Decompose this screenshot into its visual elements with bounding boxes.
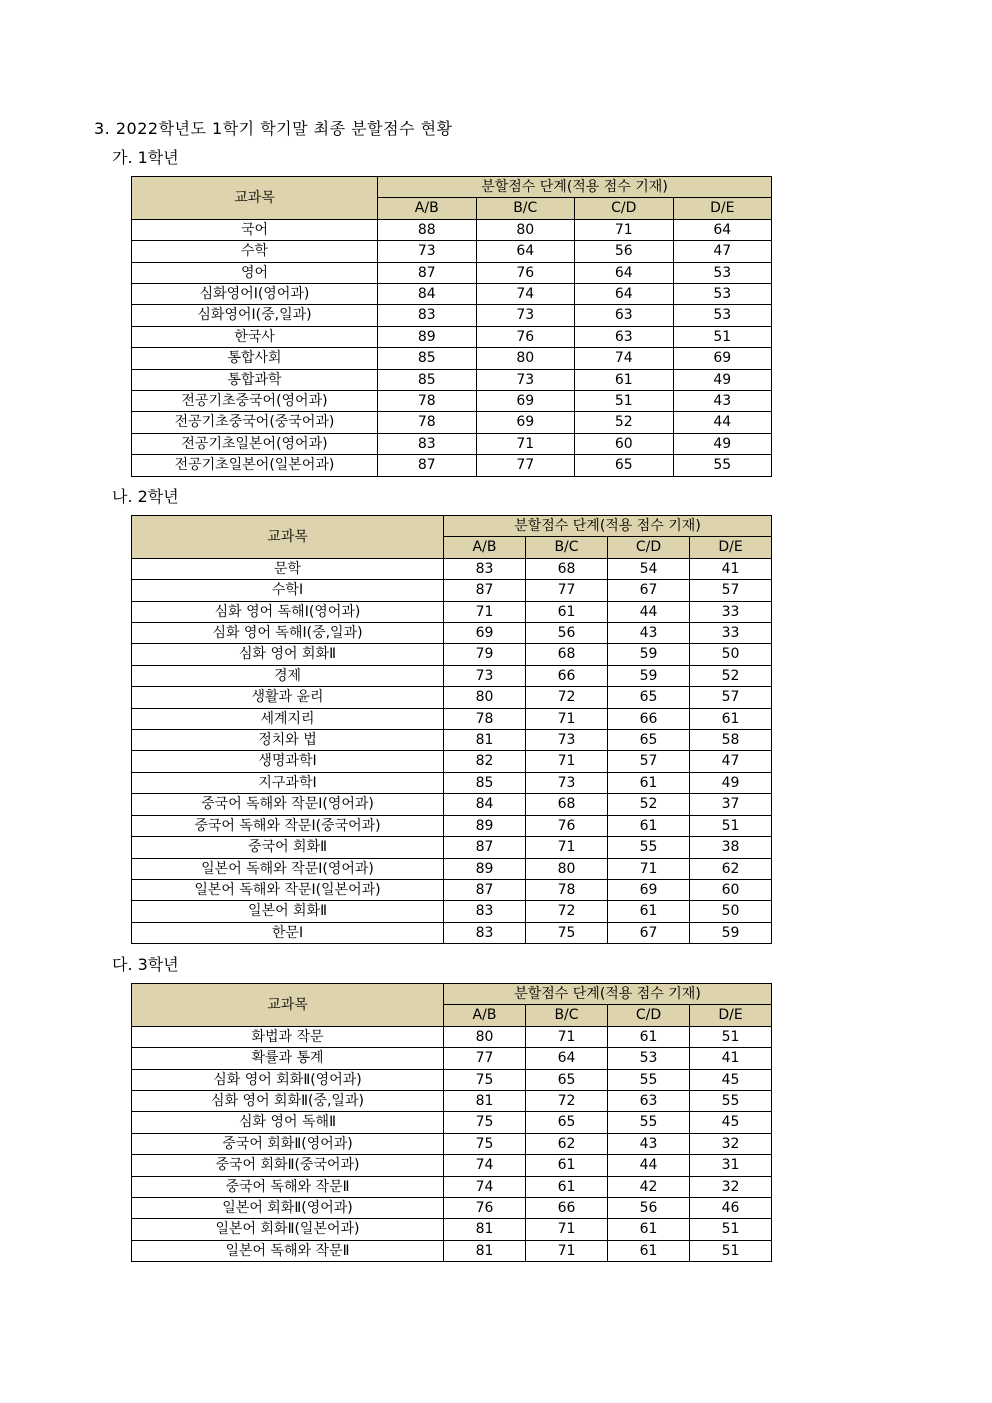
score-cell: 76 [444,1198,526,1219]
subject-cell: 중국어 독해와 작문Ⅱ [132,1176,444,1197]
score-cell: 68 [526,644,608,665]
table-row [132,730,772,751]
score-cell: 61 [608,815,690,836]
score-cell: 80 [526,858,608,879]
score-cell: 56 [526,623,608,644]
score-cell: 75 [444,1069,526,1090]
grade-boundary-header: C/D [608,1005,690,1026]
score-cell: 69 [444,623,526,644]
score-cell: 73 [378,241,477,262]
header-row [132,177,772,198]
score-cell: 53 [673,262,772,283]
subject-cell: 일본어 독해와 작문Ⅱ [132,1240,444,1261]
score-cell: 47 [690,751,772,772]
score-cell: 60 [575,433,674,454]
score-cell: 55 [608,837,690,858]
score-cell: 65 [608,730,690,751]
subject-cell: 통합과학 [132,369,378,390]
table-header [132,177,772,220]
subject-cell: 중국어 회화Ⅱ [132,837,444,858]
score-cell: 51 [673,326,772,347]
table-row [132,1176,772,1197]
subject-header: 교과목 [132,177,378,220]
score-cell: 73 [476,369,575,390]
score-cell: 84 [444,794,526,815]
score-cell: 73 [444,665,526,686]
score-cell: 83 [444,558,526,579]
score-cell: 84 [378,284,477,305]
score-cell: 81 [444,1240,526,1261]
score-cell: 57 [608,751,690,772]
score-cell: 56 [575,241,674,262]
score-cell: 72 [526,1091,608,1112]
score-cell: 74 [476,284,575,305]
grade-boundary-header: A/B [444,1005,526,1026]
score-cell: 49 [673,369,772,390]
table-body [132,219,772,476]
subject-cell: 생활과 윤리 [132,687,444,708]
score-cell: 73 [526,772,608,793]
score-cell: 87 [378,455,477,476]
score-cell: 51 [690,1240,772,1261]
score-cell: 64 [526,1048,608,1069]
score-cell: 76 [526,815,608,836]
score-cell: 71 [526,1026,608,1047]
section-title: 나. 2학년 [112,487,179,506]
subject-cell: 세계지리 [132,708,444,729]
score-cell: 78 [444,708,526,729]
score-cell: 71 [526,708,608,729]
score-cell: 61 [690,708,772,729]
score-cell: 71 [608,858,690,879]
score-cell: 85 [444,772,526,793]
score-cell: 61 [575,369,674,390]
table-row [132,1048,772,1069]
section-title: 가. 1학년 [112,148,179,167]
score-cell: 85 [378,348,477,369]
grade-boundary-header: C/D [608,537,690,558]
subject-cell: 영어 [132,262,378,283]
score-cell: 68 [526,794,608,815]
score-cell: 71 [476,433,575,454]
score-cell: 51 [690,815,772,836]
grade-boundary-header: D/E [673,198,772,219]
score-cell: 33 [690,601,772,622]
score-cell: 71 [526,1240,608,1261]
score-cell: 49 [690,772,772,793]
subject-cell: 심화 영어 회화Ⅱ(중,일과) [132,1091,444,1112]
table-row [132,326,772,347]
score-cell: 78 [378,412,477,433]
score-cell: 61 [526,1176,608,1197]
score-cell: 69 [476,412,575,433]
subject-cell: 심화영어Ⅰ(영어과) [132,284,378,305]
score-cell: 71 [575,219,674,240]
table-row [132,219,772,240]
table-row [132,1133,772,1154]
score-cell: 72 [526,687,608,708]
table-row [132,1155,772,1176]
score-cell: 79 [444,644,526,665]
table-row [132,391,772,412]
score-cell: 88 [378,219,477,240]
score-cell: 52 [608,794,690,815]
score-cell: 75 [444,1112,526,1133]
score-cell: 81 [444,1091,526,1112]
score-cell: 45 [690,1069,772,1090]
score-cell: 33 [690,623,772,644]
grade-boundary-header: B/C [526,537,608,558]
table-row [132,772,772,793]
table-row [132,858,772,879]
score-cell: 78 [378,391,477,412]
subject-cell: 중국어 독해와 작문Ⅰ(중국어과) [132,815,444,836]
score-cell: 73 [526,730,608,751]
subject-cell: 심화 영어 회화Ⅱ(영어과) [132,1069,444,1090]
table-row [132,601,772,622]
score-cell: 37 [690,794,772,815]
table-row [132,687,772,708]
score-cell: 83 [378,433,477,454]
subject-cell: 지구과학Ⅰ [132,772,444,793]
score-cell: 51 [575,391,674,412]
score-cell: 69 [476,391,575,412]
table-header [132,516,772,559]
score-cell: 64 [575,262,674,283]
table-row [132,644,772,665]
score-cell: 55 [608,1069,690,1090]
score-cell: 67 [608,580,690,601]
subject-cell: 경제 [132,665,444,686]
score-cell: 63 [608,1091,690,1112]
score-cell: 62 [526,1133,608,1154]
score-cell: 66 [526,1198,608,1219]
subject-cell: 수학 [132,241,378,262]
grade-boundary-header: C/D [575,198,674,219]
score-cell: 71 [526,751,608,772]
subject-header: 교과목 [132,984,444,1027]
header-row [132,984,772,1005]
score-table [131,983,772,1262]
subject-cell: 화법과 작문 [132,1026,444,1047]
table-row [132,241,772,262]
score-cell: 80 [476,348,575,369]
table-row [132,922,772,943]
score-cell: 75 [526,922,608,943]
score-cell: 55 [690,1091,772,1112]
score-cell: 69 [673,348,772,369]
score-cell: 80 [476,219,575,240]
score-cell: 44 [608,601,690,622]
score-cell: 87 [444,879,526,900]
cut-score-group-header: 분할점수 단계(적용 점수 기재) [378,177,772,198]
subject-cell: 심화 영어 독해Ⅰ(중,일과) [132,623,444,644]
score-cell: 53 [673,284,772,305]
score-cell: 60 [690,879,772,900]
score-cell: 43 [608,1133,690,1154]
score-cell: 82 [444,751,526,772]
score-cell: 71 [444,601,526,622]
subject-cell: 일본어 회화Ⅱ(일본어과) [132,1219,444,1240]
table-row [132,1198,772,1219]
score-cell: 44 [608,1155,690,1176]
page-heading: 3. 2022학년도 1학기 학기말 최종 분할점수 현황 [94,119,453,138]
score-cell: 51 [690,1026,772,1047]
subject-cell: 심화 영어 독해Ⅰ(영어과) [132,601,444,622]
header-row [132,516,772,537]
score-cell: 83 [378,305,477,326]
score-cell: 76 [476,262,575,283]
subject-cell: 일본어 회화Ⅱ(영어과) [132,1198,444,1219]
score-cell: 43 [608,623,690,644]
score-cell: 45 [690,1112,772,1133]
subject-cell: 통합사회 [132,348,378,369]
subject-cell: 한국사 [132,326,378,347]
score-cell: 66 [526,665,608,686]
subject-cell: 일본어 회화Ⅱ [132,901,444,922]
score-table [131,515,772,944]
score-cell: 80 [444,1026,526,1047]
subject-cell: 수학Ⅰ [132,580,444,601]
table-row [132,348,772,369]
score-cell: 50 [690,644,772,665]
score-cell: 64 [575,284,674,305]
score-cell: 77 [444,1048,526,1069]
score-cell: 57 [690,687,772,708]
score-cell: 32 [690,1133,772,1154]
score-cell: 87 [378,262,477,283]
subject-cell: 전공기초중국어(중국어과) [132,412,378,433]
score-cell: 61 [608,772,690,793]
score-cell: 42 [608,1176,690,1197]
score-cell: 61 [608,1240,690,1261]
section-title: 다. 3학년 [112,955,179,974]
score-cell: 55 [608,1112,690,1133]
score-cell: 44 [673,412,772,433]
table-row [132,1091,772,1112]
score-cell: 59 [608,665,690,686]
table-row [132,369,772,390]
table-row [132,815,772,836]
table-row [132,794,772,815]
score-cell: 47 [673,241,772,262]
table-header [132,984,772,1027]
subject-cell: 국어 [132,219,378,240]
score-cell: 74 [575,348,674,369]
score-cell: 38 [690,837,772,858]
score-cell: 75 [444,1133,526,1154]
score-cell: 68 [526,558,608,579]
table-body [132,558,772,943]
score-cell: 50 [690,901,772,922]
score-cell: 43 [673,391,772,412]
score-cell: 85 [378,369,477,390]
score-cell: 83 [444,901,526,922]
score-cell: 57 [690,580,772,601]
score-cell: 81 [444,730,526,751]
table-row [132,1219,772,1240]
score-cell: 77 [526,580,608,601]
score-cell: 78 [526,879,608,900]
score-cell: 61 [526,601,608,622]
score-cell: 62 [690,858,772,879]
score-cell: 59 [608,644,690,665]
score-cell: 87 [444,837,526,858]
score-cell: 63 [575,305,674,326]
score-cell: 61 [608,1219,690,1240]
score-cell: 69 [608,879,690,900]
score-cell: 61 [608,1026,690,1047]
score-cell: 52 [690,665,772,686]
subject-cell: 한문Ⅰ [132,922,444,943]
grade-boundary-header: D/E [690,537,772,558]
score-cell: 53 [673,305,772,326]
score-cell: 49 [673,433,772,454]
table-row [132,1069,772,1090]
table-body [132,1026,772,1261]
score-cell: 71 [526,1219,608,1240]
table-row [132,284,772,305]
score-cell: 87 [444,580,526,601]
score-cell: 76 [476,326,575,347]
score-cell: 46 [690,1198,772,1219]
table-row [132,708,772,729]
score-cell: 56 [608,1198,690,1219]
subject-cell: 문학 [132,558,444,579]
grade-boundary-header: A/B [444,537,526,558]
subject-cell: 심화영어Ⅰ(중,일과) [132,305,378,326]
grade-boundary-header: A/B [378,198,477,219]
table-row [132,580,772,601]
score-cell: 32 [690,1176,772,1197]
table-row [132,455,772,476]
table-row [132,623,772,644]
subject-cell: 심화 영어 회화Ⅱ [132,644,444,665]
score-cell: 74 [444,1176,526,1197]
score-cell: 41 [690,558,772,579]
subject-cell: 전공기초일본어(영어과) [132,433,378,454]
score-cell: 65 [575,455,674,476]
table-row [132,305,772,326]
table-row [132,1112,772,1133]
score-cell: 59 [690,922,772,943]
score-cell: 81 [444,1219,526,1240]
score-cell: 71 [526,837,608,858]
score-cell: 80 [444,687,526,708]
score-cell: 65 [608,687,690,708]
score-cell: 89 [444,815,526,836]
cut-score-group-header: 분할점수 단계(적용 점수 기재) [444,516,772,537]
subject-cell: 확률과 통계 [132,1048,444,1069]
table-row [132,412,772,433]
score-cell: 65 [526,1069,608,1090]
score-cell: 54 [608,558,690,579]
table-row [132,1026,772,1047]
score-cell: 64 [673,219,772,240]
score-cell: 52 [575,412,674,433]
grade-boundary-header: B/C [526,1005,608,1026]
subject-cell: 전공기초일본어(일본어과) [132,455,378,476]
score-cell: 53 [608,1048,690,1069]
subject-cell: 심화 영어 독해Ⅱ [132,1112,444,1133]
score-cell: 66 [608,708,690,729]
score-cell: 72 [526,901,608,922]
score-cell: 55 [673,455,772,476]
score-cell: 74 [444,1155,526,1176]
subject-cell: 정치와 법 [132,730,444,751]
table-row [132,837,772,858]
subject-cell: 중국어 회화Ⅱ(영어과) [132,1133,444,1154]
score-cell: 89 [378,326,477,347]
table-row [132,558,772,579]
subject-header: 교과목 [132,516,444,559]
score-cell: 61 [608,901,690,922]
table-row [132,901,772,922]
table-row [132,665,772,686]
score-cell: 58 [690,730,772,751]
score-cell: 61 [526,1155,608,1176]
score-cell: 73 [476,305,575,326]
score-table [131,176,772,477]
grade-boundary-header: D/E [690,1005,772,1026]
score-cell: 83 [444,922,526,943]
subject-cell: 중국어 독해와 작문Ⅰ(영어과) [132,794,444,815]
table-row [132,751,772,772]
subject-cell: 생명과학Ⅰ [132,751,444,772]
table-row [132,1240,772,1261]
subject-cell: 일본어 독해와 작문Ⅰ(영어과) [132,858,444,879]
subject-cell: 일본어 독해와 작문Ⅰ(일본어과) [132,879,444,900]
score-cell: 89 [444,858,526,879]
grade-boundary-header: B/C [476,198,575,219]
subject-cell: 전공기초중국어(영어과) [132,391,378,412]
score-cell: 67 [608,922,690,943]
score-cell: 64 [476,241,575,262]
score-cell: 77 [476,455,575,476]
table-row [132,433,772,454]
score-cell: 63 [575,326,674,347]
score-cell: 41 [690,1048,772,1069]
score-cell: 51 [690,1219,772,1240]
score-cell: 65 [526,1112,608,1133]
table-row [132,262,772,283]
subject-cell: 중국어 회화Ⅱ(중국어과) [132,1155,444,1176]
cut-score-group-header: 분할점수 단계(적용 점수 기재) [444,984,772,1005]
score-cell: 31 [690,1155,772,1176]
table-row [132,879,772,900]
